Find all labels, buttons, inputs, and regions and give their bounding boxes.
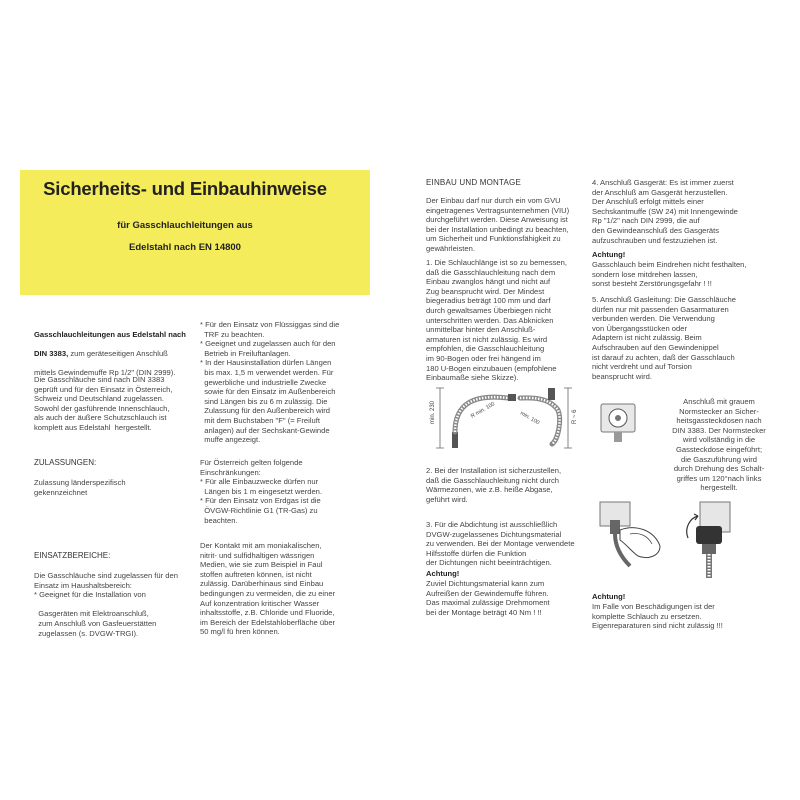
oesterreich-text [200, 458, 370, 525]
text-line: der Anschluß am Gasgerät herzustellen. [592, 187, 728, 197]
hand-plug-illustration [590, 500, 670, 572]
installation-sketch [428, 384, 578, 456]
text-line: Auf konzentration kritischer Wasser [200, 598, 320, 608]
text-line: 50 mg/l fü hren können. [200, 627, 280, 637]
text-line: Hilfsstoffe dürfen die Funktion [426, 548, 527, 558]
text-line: eingetragenes Vertragsunternehmen (VIU) [426, 205, 570, 215]
text-line: DIN 3383. Der Normstecker [672, 425, 766, 435]
text-line: daß die Gasschlauchleitung nicht durch [426, 475, 559, 485]
text-line: Einsatz im Haushaltsbereich: [34, 580, 132, 590]
text-line: durch Drehung des Schalt- [673, 464, 765, 474]
text-line: Die Gasschläuche sind zugelassen für den [34, 571, 178, 580]
achtung-label-3: Achtung! [592, 592, 626, 601]
text-line: Betrieb in Freiluftanlagen. [200, 348, 291, 358]
einbau-intro [426, 196, 596, 254]
text-line: Anschluß mit grauem [683, 397, 755, 406]
zulassungen-text [34, 478, 204, 497]
achtung-text-2 [592, 260, 772, 289]
subtitle-line-2: Edelstahl nach EN 14800 [129, 242, 241, 253]
intro-line-3: mittels Gewindemuffe Rp 1/2" (DIN 2999). [34, 367, 176, 377]
text-line: Zug beansprucht wird. Der Mindest [426, 286, 545, 296]
text-line: Zulassung länderspezifisch [34, 478, 126, 487]
text-line: TRF zu beachten. [200, 329, 265, 339]
text-line: Für Österreich gelten folgende [200, 458, 303, 467]
text-line: Der Kontakt mit am moniakalischen, [200, 541, 322, 550]
text-line: * Für den Einsatz von Erdgas ist die [200, 496, 321, 506]
text-line: Adaptern ist nicht zulässig. Beim [592, 333, 702, 343]
text-line: 3. Für die Abdichtung ist ausschließlich [426, 520, 558, 529]
text-line: DVGW-zugelassenes Dichtungsmaterial [426, 529, 562, 539]
text-line: geprüft und für den Einsatz in Österreich, [34, 384, 173, 394]
text-line: komplett aus Edelstahl hergestellt. [34, 422, 152, 432]
text-line: Sechskantmuffe (SW 24) mit Innengewinde [592, 206, 738, 216]
text-line: bei der Installation unbedingt zu beachten, [426, 224, 569, 234]
text-line: Einschränkungen: [200, 467, 261, 477]
text-line: Im Falle von Beschädigungen ist der [592, 602, 715, 611]
text-line: die Gaszuführung wird [681, 454, 757, 464]
einsatz-text [34, 571, 204, 638]
text-line: zulässig. Darüberhinaus sind Einbau [200, 579, 324, 589]
handle-icon [696, 526, 722, 544]
text-line: Aufreißen der Gewindemuffe führen. [426, 588, 549, 598]
einsatz-heading: EINSATZBEREICHE: [34, 551, 111, 560]
usage-bullets [200, 320, 370, 445]
text-line: armaturen ist nicht zulässig. Es wird [426, 334, 548, 344]
hand-icon [620, 528, 660, 558]
text-line: beansprucht wird. [592, 371, 652, 381]
text-line: gewährleisten. [426, 243, 475, 253]
einbau-item-5 [592, 295, 772, 381]
text-line: bei der Montage beträgt 40 Nm ! !! [426, 607, 542, 617]
text-line: von Übergangsstücken oder [592, 323, 687, 333]
text-line: als auch der äußere Schutzschlauch ist [34, 413, 167, 423]
text-line: gekennzeichnet [34, 487, 88, 497]
text-line: unmittelbar hinter den Anschluß- [426, 325, 536, 335]
einbau-item-2 [426, 466, 596, 504]
sketch-label-r2: R ~ 6 [572, 409, 578, 424]
text-line: 4. Anschluß Gasgerät: Es ist immer zuerst [592, 178, 734, 187]
text-line: mit dem Buchstaben "F" (= Freiluft [200, 415, 320, 425]
text-line: Einbaumaße siehe Skizze). [426, 373, 519, 383]
text-line: 2. Bei der Installation ist sicherzustellen, [426, 466, 562, 475]
achtung-label-1: Achtung! [426, 569, 460, 578]
text-line: im Bereich der Edelstahloberfläche über [200, 617, 336, 627]
text-line: Gassteckdose eingeführt; [675, 444, 763, 454]
text-line: bedingungen zu vermeiden, die zu einer [200, 588, 336, 598]
text-line: im 90-Bogen oder frei hängend im [426, 353, 541, 363]
einbau-heading: EINBAU UND MONTAGE [426, 178, 522, 187]
text-line: den Gewindeanschluß des Gasgeräts [592, 225, 720, 235]
plug-icon [610, 520, 620, 534]
text-line: sind Längen bis zu 6 m zulässig. Die [200, 396, 328, 406]
text-line: beachten. [200, 515, 238, 525]
text-line: empfohlen, die Gasschlauchleitung [426, 344, 545, 354]
text-line: sowie für den Einsatz im Außenbereich [200, 387, 336, 397]
text-line: Zuviel Dichtungsmaterial kann zum [426, 579, 545, 588]
text-line: Eigenreparaturen sind nicht zulässig !!! [592, 621, 723, 631]
zulassungen-heading: ZULASSUNGEN: [34, 458, 97, 467]
turning-handle-illustration [682, 500, 738, 580]
achtung-text-3 [592, 602, 772, 631]
text-line: verbunden werden. Die Verwendung [592, 314, 715, 324]
text-line: * Für den Einsatz von Flüssiggas sind die [200, 320, 340, 329]
text-line: * In der Hausinstallation dürfen Längen [200, 358, 332, 368]
text-line: Der Einbau darf nur durch ein vom GVU [426, 196, 561, 205]
text-line: gewerbliche und industrielle Zwecke [200, 377, 327, 387]
title-box [20, 170, 370, 295]
sketch-label-min: min. 230 [430, 400, 436, 424]
intro-heading-2: DIN 3383, [34, 348, 69, 358]
text-line: * Für alle Einbauzwecke dürfen nur [200, 477, 319, 487]
intro-line-2: zum geräteseitigen Anschluß [68, 348, 168, 358]
text-line: 180 U-Bogen einzubauen (empfohlene [426, 363, 557, 373]
text-line: unterschritten werden. Das Abknicken [426, 315, 554, 325]
page-title: Sicherheits- und Einbauhinweise [43, 178, 327, 199]
text-line: nitrit- und sulfidhaltigen wässrigen [200, 550, 315, 560]
text-line: Die Gasschläuche sind nach DIN 3383 [34, 375, 165, 384]
text-line: inhaltsstoffe, z.B. Chloride und Fluoride, [200, 608, 335, 618]
achtung-label-2: Achtung! [592, 250, 626, 259]
text-line: Das maximal zulässige Drehmoment [426, 598, 550, 608]
text-line: aufzuschrauben und festzuziehen ist. [592, 235, 718, 245]
einbau-item-4 [592, 178, 772, 245]
kontakt-text [200, 541, 370, 637]
material-paragraph [34, 375, 204, 433]
text-line: bis max. 1,5 m verwendet werden. Für [200, 367, 334, 377]
text-line: zugelassen (s. DVGW-TRGI). [34, 628, 139, 638]
text-line: hergestellt. [700, 483, 738, 493]
text-line: * Geeignet für die Installation von [34, 590, 146, 600]
text-line: durch gewaltsames Überbiegen nicht [426, 305, 551, 315]
text-line: Zulassung für den Außenbereich wird [200, 406, 331, 416]
text-line: ist darauf zu achten, daß der Gasschlauch [592, 352, 735, 362]
text-line: ÖVGW-Richtlinie G1 (TR-Gas) zu [200, 505, 318, 515]
text-line: Einbau zwanglos hängt und nicht auf [426, 277, 551, 287]
text-line: daß die Gasschlauchleitung nach dem [426, 267, 556, 277]
text-line: 5. Anschluß Gasleitung: Die Gasschläuche [592, 295, 736, 304]
intro-heading-1: Gasschlauchleitungen aus Edelstahl nach [34, 329, 186, 339]
gas-outlet-illustration [587, 398, 649, 446]
text-line: Gasschlauch beim Eindrehen nicht festhalten, [592, 260, 747, 269]
text-line: muffe angezeigt. [200, 435, 261, 445]
text-line: Sowohl der gasführende Innenschlauch, [34, 403, 170, 413]
text-line: dürfen nur mit passenden Gasarmaturen [592, 304, 729, 314]
text-line: griffes um 120°nach links [676, 473, 762, 483]
sketch-label-min2: min. 100 [519, 410, 541, 427]
text-line: stoffen auftreten können, ist nicht [200, 569, 312, 579]
achtung-text-1 [426, 579, 596, 617]
einbau-item-1 [426, 258, 596, 383]
text-line: komplette Schlauch zu ersetzen. [592, 611, 702, 621]
text-line: wird vollständig in die [682, 435, 756, 445]
text-line: Medien, wie sie zum Beispiel in Faul [200, 560, 323, 570]
text-line: nicht verdreht und auf Torsion [592, 362, 692, 372]
text-line: geführt wird. [426, 494, 468, 504]
text-line: um Sicherheit und Funktionsfähigkeit zu [426, 234, 561, 244]
text-line: sondern lose mitdrehen lassen, [592, 269, 698, 279]
subtitle-line-1: für Gasschlauchleitungen aus [117, 220, 253, 231]
text-line: 1. Die Schlauchlänge ist so zu bemessen, [426, 258, 567, 267]
text-line: durchgeführt werden. Diese Anweisung ist [426, 215, 568, 225]
text-line: * Geeignet und zugelassen auch für den [200, 339, 336, 349]
text-line: Normstecker an Sicher- [679, 406, 759, 416]
stecker-text [654, 397, 784, 493]
text-line: biegeradius beträgt 100 mm und darf [426, 296, 551, 306]
text-line: sonst besteht Zerstörungsgefahr ! !! [592, 279, 712, 289]
text-line: Wärmezonen, wie z.B. heiße Abgase, [426, 485, 553, 495]
sketch-label-r: R min. 100 [470, 401, 497, 420]
text-line: Längen bis 1 m eingesetzt werden. [200, 486, 322, 496]
text-line [34, 600, 204, 610]
einbau-item-3 [426, 520, 596, 568]
text-line: zum Anschluß von Gasfeuerstätten [34, 618, 157, 628]
text-line: Aufschrauben auf den Gewindenippel [592, 342, 719, 352]
text-line: zu verwenden. Bei der Montage verwendete [426, 539, 575, 549]
text-line: anlagen) auf der Sechskant-Gewinde [200, 425, 330, 435]
text-line: Der Anschluß erfolgt mittels einer [592, 197, 704, 207]
text-line: Schweiz und Deutschland zugelassen. [34, 394, 165, 404]
text-line: Rp "1/2" nach DIN 2999, die auf [592, 216, 700, 226]
text-line: der Dichtungen nicht beeinträchtigen. [426, 558, 552, 568]
text-line: Gasgeräten mit Elektroanschluß, [34, 609, 149, 619]
text-line: heitsgassteckdosen nach [676, 416, 762, 426]
